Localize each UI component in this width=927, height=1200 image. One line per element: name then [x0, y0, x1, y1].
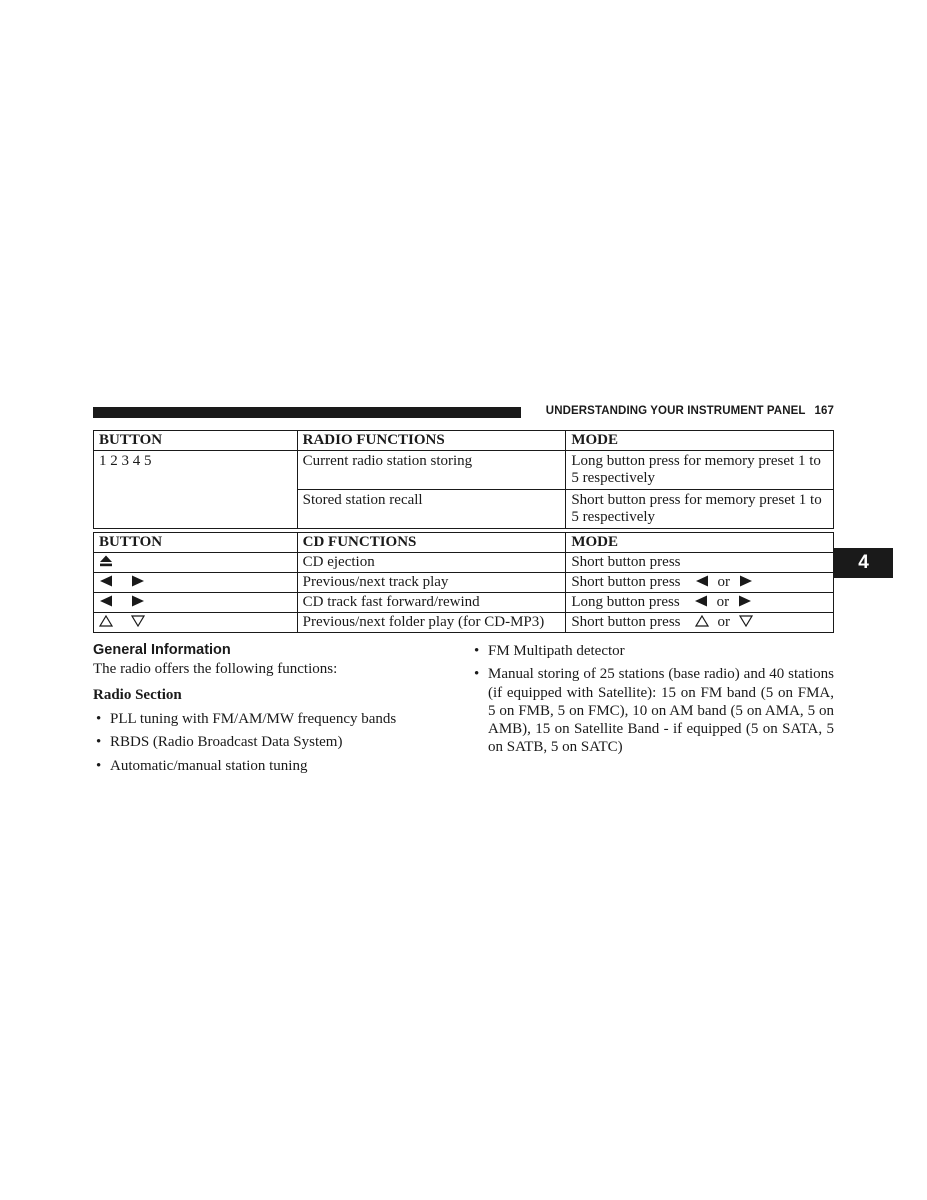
- left-triangle-icon: [99, 575, 113, 587]
- left-triangle-icon: [99, 595, 113, 607]
- mode-cell: [566, 593, 834, 613]
- mode-cell: [566, 613, 834, 633]
- function-cell: CD track fast forward/rewind: [297, 593, 566, 613]
- table-row: [94, 451, 834, 490]
- mode-cell: [566, 573, 834, 593]
- cd-functions-table: [93, 532, 834, 633]
- table-header-row: [94, 431, 834, 451]
- list-item: • FM Multipath detector: [471, 642, 834, 660]
- table-header-row: [94, 533, 834, 553]
- mode-cell: Short button press for memory preset 1 to 5 respectively: [566, 490, 834, 529]
- down-triangle-outline-icon: [739, 615, 753, 627]
- mode-text: Long button press: [571, 594, 680, 610]
- or-label: or: [716, 594, 730, 610]
- function-cell: Current radio station storing: [297, 451, 566, 490]
- eject-icon: [99, 555, 113, 567]
- header-title: UNDERSTANDING YOUR INSTRUMENT PANEL: [545, 405, 806, 417]
- mode-cell: Long button press for memory preset 1 to 5 respectively: [566, 451, 834, 490]
- list-item: • RBDS (Radio Broadcast Data System): [93, 733, 453, 751]
- or-label: or: [717, 614, 730, 630]
- chapter-tab: 4: [834, 548, 893, 578]
- button-cell: [94, 553, 298, 573]
- column-header-button: BUTTON: [94, 533, 298, 553]
- header-rule: [93, 407, 521, 418]
- mode-text: Short button press: [571, 574, 681, 590]
- right-bullet-list: [471, 642, 834, 762]
- column-header-radio-functions: RADIO FUNCTIONS: [297, 431, 566, 451]
- column-header-mode: MODE: [566, 431, 834, 451]
- mode-text: Short button press: [571, 554, 681, 570]
- function-cell: Stored station recall: [297, 490, 566, 529]
- mode-cell: [566, 553, 834, 573]
- table-row: [94, 593, 834, 613]
- left-triangle-icon: [695, 575, 709, 587]
- intro-text: The radio offers the following functions:: [93, 661, 338, 677]
- left-triangle-icon: [694, 595, 708, 607]
- table-row: [94, 573, 834, 593]
- up-triangle-outline-icon: [99, 615, 113, 627]
- column-header-cd-functions: CD FUNCTIONS: [297, 533, 566, 553]
- list-item: • PLL tuning with FM/AM/MW frequency bands: [93, 710, 453, 728]
- radio-section-heading: Radio Section: [93, 687, 182, 703]
- page-number: 167: [814, 405, 834, 417]
- mode-text: Short button press: [571, 614, 681, 630]
- right-triangle-icon: [739, 575, 753, 587]
- right-triangle-icon: [738, 595, 752, 607]
- preset-buttons-cell: 1 2 3 4 5: [94, 451, 298, 529]
- radio-functions-table: [93, 430, 834, 529]
- right-triangle-icon: [131, 575, 145, 587]
- table-row: [94, 553, 834, 573]
- column-header-button: BUTTON: [94, 431, 298, 451]
- function-cell: CD ejection: [297, 553, 566, 573]
- left-bullet-list: [93, 710, 453, 780]
- right-triangle-icon: [131, 595, 145, 607]
- function-cell: Previous/next folder play (for CD-MP3): [297, 613, 566, 633]
- button-cell: [94, 593, 298, 613]
- column-header-mode: MODE: [566, 533, 834, 553]
- button-cell: [94, 613, 298, 633]
- list-item: • Automatic/manual station tuning: [93, 757, 453, 775]
- down-triangle-outline-icon: [131, 615, 145, 627]
- table-row: [94, 613, 834, 633]
- or-label: or: [717, 574, 730, 590]
- up-triangle-outline-icon: [695, 615, 709, 627]
- list-item: • Manual storing of 25 stations (base radio) and 40 stations (if equipped with Satellite): 15 on FM band (5 on FMA, 5 on FMB, 5 on FMC), 10 on AM band (5 on AMA, 5 on AMB), 15 on Satellite Band - if equipped (5 on SATA, 5 on SATB, 5 on SATC): [471, 665, 834, 756]
- running-header: [530, 405, 834, 417]
- button-cell: [94, 573, 298, 593]
- function-cell: Previous/next track play: [297, 573, 566, 593]
- general-information-heading: General Information: [93, 642, 231, 658]
